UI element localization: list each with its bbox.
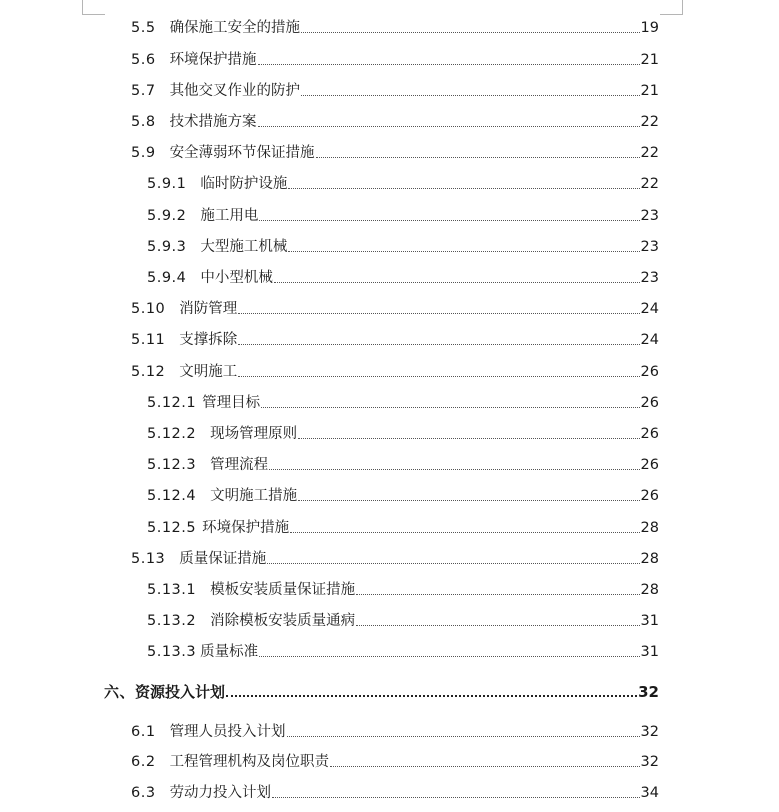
toc-entry-page-number: 32 — [638, 683, 659, 701]
toc-entry-title: 支撑拆除 — [179, 332, 238, 348]
toc-entry-title: 文明施工 — [179, 364, 238, 380]
toc-entry-number: 5.12.5 — [147, 520, 197, 536]
toc-dot-leader — [259, 655, 639, 657]
toc-entry-page-number: 26 — [640, 395, 659, 411]
toc-dot-leader — [259, 219, 639, 221]
toc-dot-leader — [288, 187, 639, 189]
toc-entry-page-number: 31 — [640, 644, 659, 660]
toc-dot-leader — [316, 156, 640, 158]
toc-entry-title: 施工用电 — [200, 208, 259, 224]
toc-dot-leader — [298, 437, 639, 439]
toc-entry-title: 质量保证措施 — [179, 551, 267, 567]
toc-dot-leader — [238, 312, 639, 314]
toc-entry-number: 5.12.1 — [147, 395, 197, 411]
toc-entry-page-number: 21 — [640, 52, 659, 68]
toc-entry-number: 5.11 — [131, 332, 166, 348]
toc-entry[interactable] — [131, 362, 659, 382]
toc-entry[interactable] — [131, 18, 659, 38]
toc-entry-number: 5.13.1 — [147, 582, 197, 598]
toc-entry-number: 5.8 — [131, 114, 156, 130]
toc-dot-leader — [298, 499, 639, 501]
toc-entry[interactable] — [147, 237, 659, 257]
toc-entry-page-number: 28 — [640, 551, 659, 567]
toc-entry-title: 技术措施方案 — [169, 114, 257, 130]
toc-entry-number: 5.7 — [131, 83, 156, 99]
toc-entry-number: 5.12.3 — [147, 457, 197, 473]
toc-entry-number: 5.6 — [131, 52, 156, 68]
toc-entry-title: 消除模板安装质量通病 — [210, 613, 356, 629]
toc-entry[interactable] — [147, 393, 659, 413]
toc-entry[interactable] — [147, 268, 659, 288]
toc-entry-number: 5.12.2 — [147, 426, 197, 442]
toc-entry-page-number: 32 — [640, 754, 659, 770]
page-corner-mark-left — [82, 0, 105, 15]
toc-entry[interactable] — [131, 722, 659, 742]
toc-entry[interactable] — [131, 783, 659, 803]
toc-entry-number: 5.13.2 — [147, 613, 197, 629]
toc-entry[interactable] — [147, 486, 659, 506]
toc-dot-leader — [356, 624, 639, 626]
toc-dot-leader — [356, 593, 639, 595]
toc-entry-page-number: 23 — [640, 239, 659, 255]
toc-entry-number: 5.5 — [131, 20, 156, 36]
toc-entry[interactable] — [131, 112, 659, 132]
toc-entry-number: 5.12.4 — [147, 488, 197, 504]
toc-dot-leader — [330, 765, 639, 767]
toc-entry[interactable] — [147, 206, 659, 226]
toc-entry-title: 安全薄弱环节保证措施 — [169, 145, 315, 161]
toc-entry-page-number: 24 — [640, 332, 659, 348]
toc-entry[interactable] — [131, 143, 659, 163]
toc-entry-title: 劳动力投入计划 — [169, 785, 272, 801]
toc-dot-leader — [274, 281, 640, 283]
toc-entry-title: 文明施工措施 — [210, 488, 298, 504]
toc-entry-page-number: 26 — [640, 457, 659, 473]
toc-entry-page-number: 28 — [640, 520, 659, 536]
toc-entry-page-number: 31 — [640, 613, 659, 629]
toc-entry-page-number: 22 — [640, 114, 659, 130]
toc-entry-number: 5.13.3 — [147, 644, 197, 660]
toc-entry-page-number: 23 — [640, 270, 659, 286]
toc-entry-page-number: 26 — [640, 426, 659, 442]
toc-entry-number: 5.9.4 — [147, 270, 187, 286]
toc-entry-page-number: 21 — [640, 83, 659, 99]
page-corner-mark-right — [660, 0, 683, 15]
toc-entry-page-number: 26 — [640, 488, 659, 504]
toc-entry-page-number: 24 — [640, 301, 659, 317]
toc-entry-title: 消防管理 — [179, 301, 238, 317]
toc-entry-title: 中小型机械 — [200, 270, 273, 286]
toc-entry-title: 管理人员投入计划 — [169, 724, 286, 740]
toc-dot-leader — [272, 796, 639, 798]
toc-entry-title: 大型施工机械 — [200, 239, 288, 255]
toc-entry-number: 5.12 — [131, 364, 166, 380]
toc-entry[interactable] — [131, 330, 659, 350]
toc-entry[interactable] — [131, 752, 659, 772]
toc-entry-number: 5.9.2 — [147, 208, 187, 224]
toc-dot-leader — [226, 694, 637, 697]
toc-entry-title: 质量标准 — [200, 644, 259, 660]
toc-dot-leader — [288, 250, 639, 252]
toc-entry-number: 5.9.1 — [147, 176, 187, 192]
toc-entry-number: 6.1 — [131, 724, 156, 740]
toc-entry[interactable] — [104, 682, 659, 702]
toc-dot-leader — [301, 31, 639, 33]
toc-entry-number: 六、 — [104, 683, 136, 701]
toc-dot-leader — [287, 735, 640, 737]
toc-dot-leader — [261, 406, 639, 408]
toc-entry-number: 6.3 — [131, 785, 156, 801]
toc-entry[interactable] — [131, 50, 659, 70]
toc-entry-number: 5.10 — [131, 301, 166, 317]
toc-entry-page-number: 19 — [640, 20, 659, 36]
toc-entry-number: 5.9 — [131, 145, 156, 161]
toc-dot-leader — [258, 63, 640, 65]
toc-dot-leader — [267, 562, 639, 564]
toc-entry-title: 模板安装质量保证措施 — [210, 582, 356, 598]
toc-entry[interactable] — [131, 299, 659, 319]
toc-entry-page-number: 22 — [640, 145, 659, 161]
toc-entry[interactable] — [147, 518, 659, 538]
toc-entry-title: 现场管理原则 — [210, 426, 298, 442]
toc-entry-title: 资源投入计划 — [135, 683, 226, 701]
toc-entry-number: 5.9.3 — [147, 239, 187, 255]
toc-dot-leader — [258, 125, 640, 127]
toc-entry-page-number: 26 — [640, 364, 659, 380]
toc-entry-number: 6.2 — [131, 754, 156, 770]
toc-entry-title: 其他交叉作业的防护 — [169, 83, 301, 99]
toc-entry[interactable] — [147, 611, 659, 631]
toc-entry[interactable] — [147, 174, 659, 194]
toc-entry-title: 临时防护设施 — [200, 176, 288, 192]
toc-entry-title: 管理流程 — [210, 457, 269, 473]
toc-dot-leader — [238, 375, 639, 377]
toc-entry-page-number: 23 — [640, 208, 659, 224]
toc-entry[interactable] — [131, 81, 659, 101]
toc-entry-page-number: 28 — [640, 582, 659, 598]
toc-entry[interactable] — [147, 455, 659, 475]
toc-entry-title: 环境保护措施 — [202, 520, 290, 536]
toc-dot-leader — [269, 468, 639, 470]
toc-entry-title: 环境保护措施 — [169, 52, 257, 68]
toc-entry[interactable] — [147, 642, 659, 662]
toc-entry-page-number: 32 — [640, 724, 659, 740]
toc-entry-number: 5.13 — [131, 551, 166, 567]
toc-dot-leader — [290, 531, 639, 533]
toc-entry-page-number: 34 — [640, 785, 659, 801]
toc-entry[interactable] — [147, 580, 659, 600]
toc-entry-title: 管理目标 — [202, 395, 261, 411]
toc-entry-title: 确保施工安全的措施 — [169, 20, 301, 36]
toc-entry[interactable] — [147, 424, 659, 444]
toc-dot-leader — [238, 343, 639, 345]
toc-dot-leader — [301, 94, 639, 96]
toc-entry-title: 工程管理机构及岗位职责 — [169, 754, 330, 770]
toc-entry[interactable] — [131, 549, 659, 569]
toc-entry-page-number: 22 — [640, 176, 659, 192]
